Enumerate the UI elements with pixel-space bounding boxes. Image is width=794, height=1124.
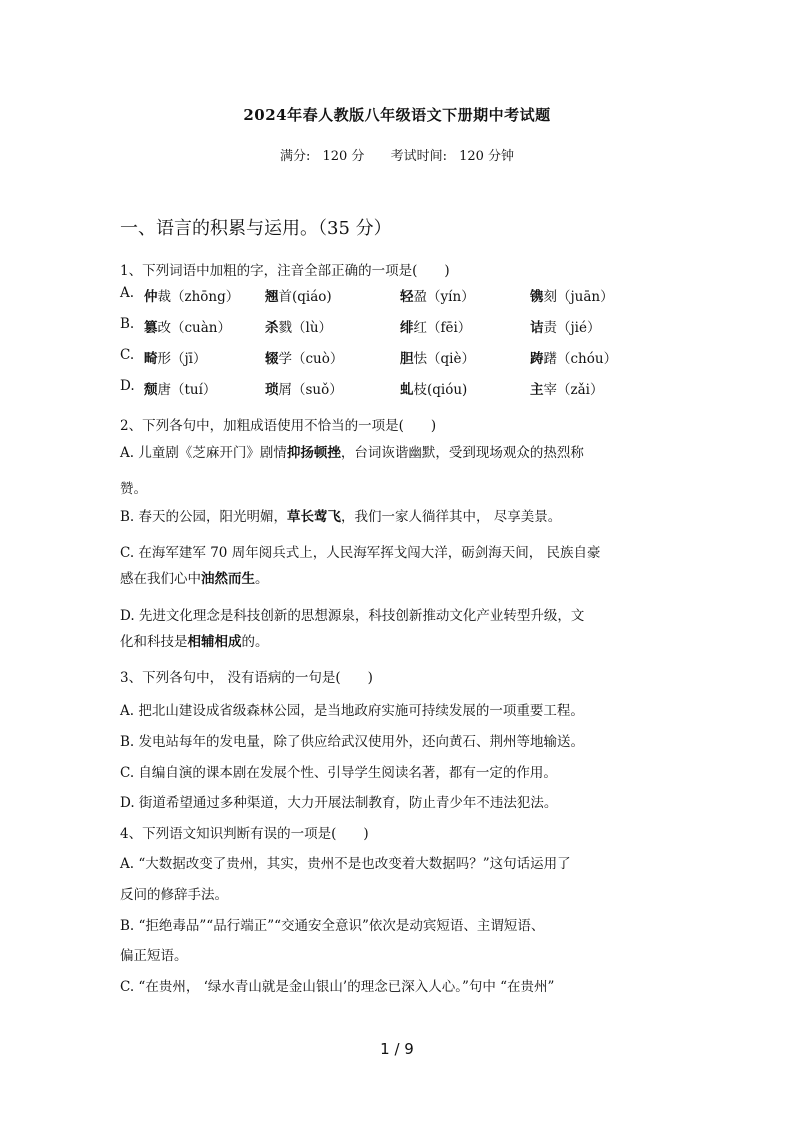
option-item: 篡改（cuàn） [144, 320, 231, 336]
score-label: 满分: [279, 149, 311, 164]
exam-meta [0, 145, 794, 164]
bold-idiom: 油然而生 [201, 571, 255, 587]
option-item: 翘首(qiáo) [265, 289, 332, 305]
option-item: 轻盈（yín） [400, 289, 475, 305]
option-item: 诘责（jié） [530, 320, 601, 336]
q2-option-a-cont: 赞。 [120, 481, 147, 497]
q2-option-b: B. 春天的公园，阳光明媚，草长莺飞，我们一家人徜徉其中， 尽享美景。 [120, 509, 562, 525]
option-letter: C. [120, 347, 135, 363]
q1-stem: 1、下列词语中加粗的字，注音全部正确的一项是( ) [120, 263, 450, 279]
q2-option-d: D. 先进文化理念是科技创新的思想源泉，科技创新推动文化产业转型升级，文 [120, 608, 585, 624]
q4-option-a-cont: 反问的修辞手法。 [120, 887, 228, 903]
q3-option-d: D. 街道希望通过多种渠道，大力开展法制教育，防止青少年不违法犯法。 [120, 795, 558, 811]
bold-idiom: 相辅相成 [187, 634, 242, 650]
option-item: 杀戮（lù） [265, 320, 333, 336]
option-letter: B. [120, 316, 135, 332]
option-item: 主宰（zǎi） [530, 382, 604, 398]
option-item: 畸形（jī） [144, 351, 207, 367]
q4-option-b: B. “拒绝毒品”“品行端正”“交通安全意识”依次是动宾短语、主谓短语、 [120, 918, 545, 934]
bold-idiom: 抑扬顿挫 [286, 445, 341, 461]
q2-option-c: C. 在海军建军 70 周年阅兵式上，人民海军挥戈闯大洋，砺剑海天间， 民族自豪 [120, 545, 601, 561]
page-number: 1 / 9 [380, 1040, 414, 1058]
bold-idiom: 草长莺飞 [287, 509, 342, 525]
option-item: 琐屑（suǒ） [265, 382, 343, 398]
option-item: 虬枝(qióu) [400, 382, 468, 398]
option-letter: D. [120, 378, 135, 394]
option-item: 胆怯（qiè） [400, 351, 475, 367]
q3-option-a: A. 把北山建设成省级森林公园，是当地政府实施可持续发展的一项重要工程。 [120, 703, 584, 719]
time-label: 考试时间: [390, 149, 447, 164]
q2-option-d-cont: 化和科技是相辅相成的。 [120, 634, 269, 650]
time-value: 120 分钟 [459, 149, 515, 164]
q4-option-b-cont: 偏正短语。 [120, 948, 188, 964]
q4-option-c: C. “在贵州， ‘绿水青山就是金山银山’的理念已深入人心。”句中 “在贵州” [120, 979, 555, 995]
option-item: 颓唐（tuí） [144, 382, 217, 398]
q3-stem: 3、下列各句中， 没有语病的一句是( ) [120, 670, 373, 686]
q3-option-b: B. 发电站每年的发电量，除了供应给武汉使用外，还向黄石、荆州等地输送。 [120, 734, 585, 750]
section-heading: 一、语言的积累与运用。（35 分） [120, 218, 392, 239]
q2-option-a: A. 儿童剧《芝麻开门》剧情抑扬顿挫，台词诙谐幽默，受到现场观众的热烈称 [120, 445, 584, 461]
q2-stem: 2、下列各句中，加粗成语使用不恰当的一项是( ) [120, 418, 437, 434]
option-item: 辍学（cuò） [265, 351, 344, 367]
q2-option-c-cont: 感在我们心中油然而生。 [120, 571, 269, 587]
option-item: 仲裁（zhōng） [144, 289, 240, 305]
q4-option-a: A. “大数据改变了贵州，其实，贵州不是也改变着大数据吗？”这句话运用了 [120, 856, 571, 872]
score-value: 120 分 [322, 149, 365, 164]
q3-option-c: C. 自编自演的课本剧在发展个性、引导学生阅读名著，都有一定的作用。 [120, 765, 557, 781]
option-item: 绯红（fēi） [400, 320, 472, 336]
option-item: 镌刻（juān） [530, 289, 614, 305]
q4-stem: 4、下列语文知识判断有误的一项是( ) [120, 826, 369, 842]
option-item: 踌躇（chóu） [530, 351, 618, 367]
option-letter: A. [120, 285, 135, 301]
page-title: 2024年春人教版八年级语文下册期中考试题 [243, 106, 551, 124]
